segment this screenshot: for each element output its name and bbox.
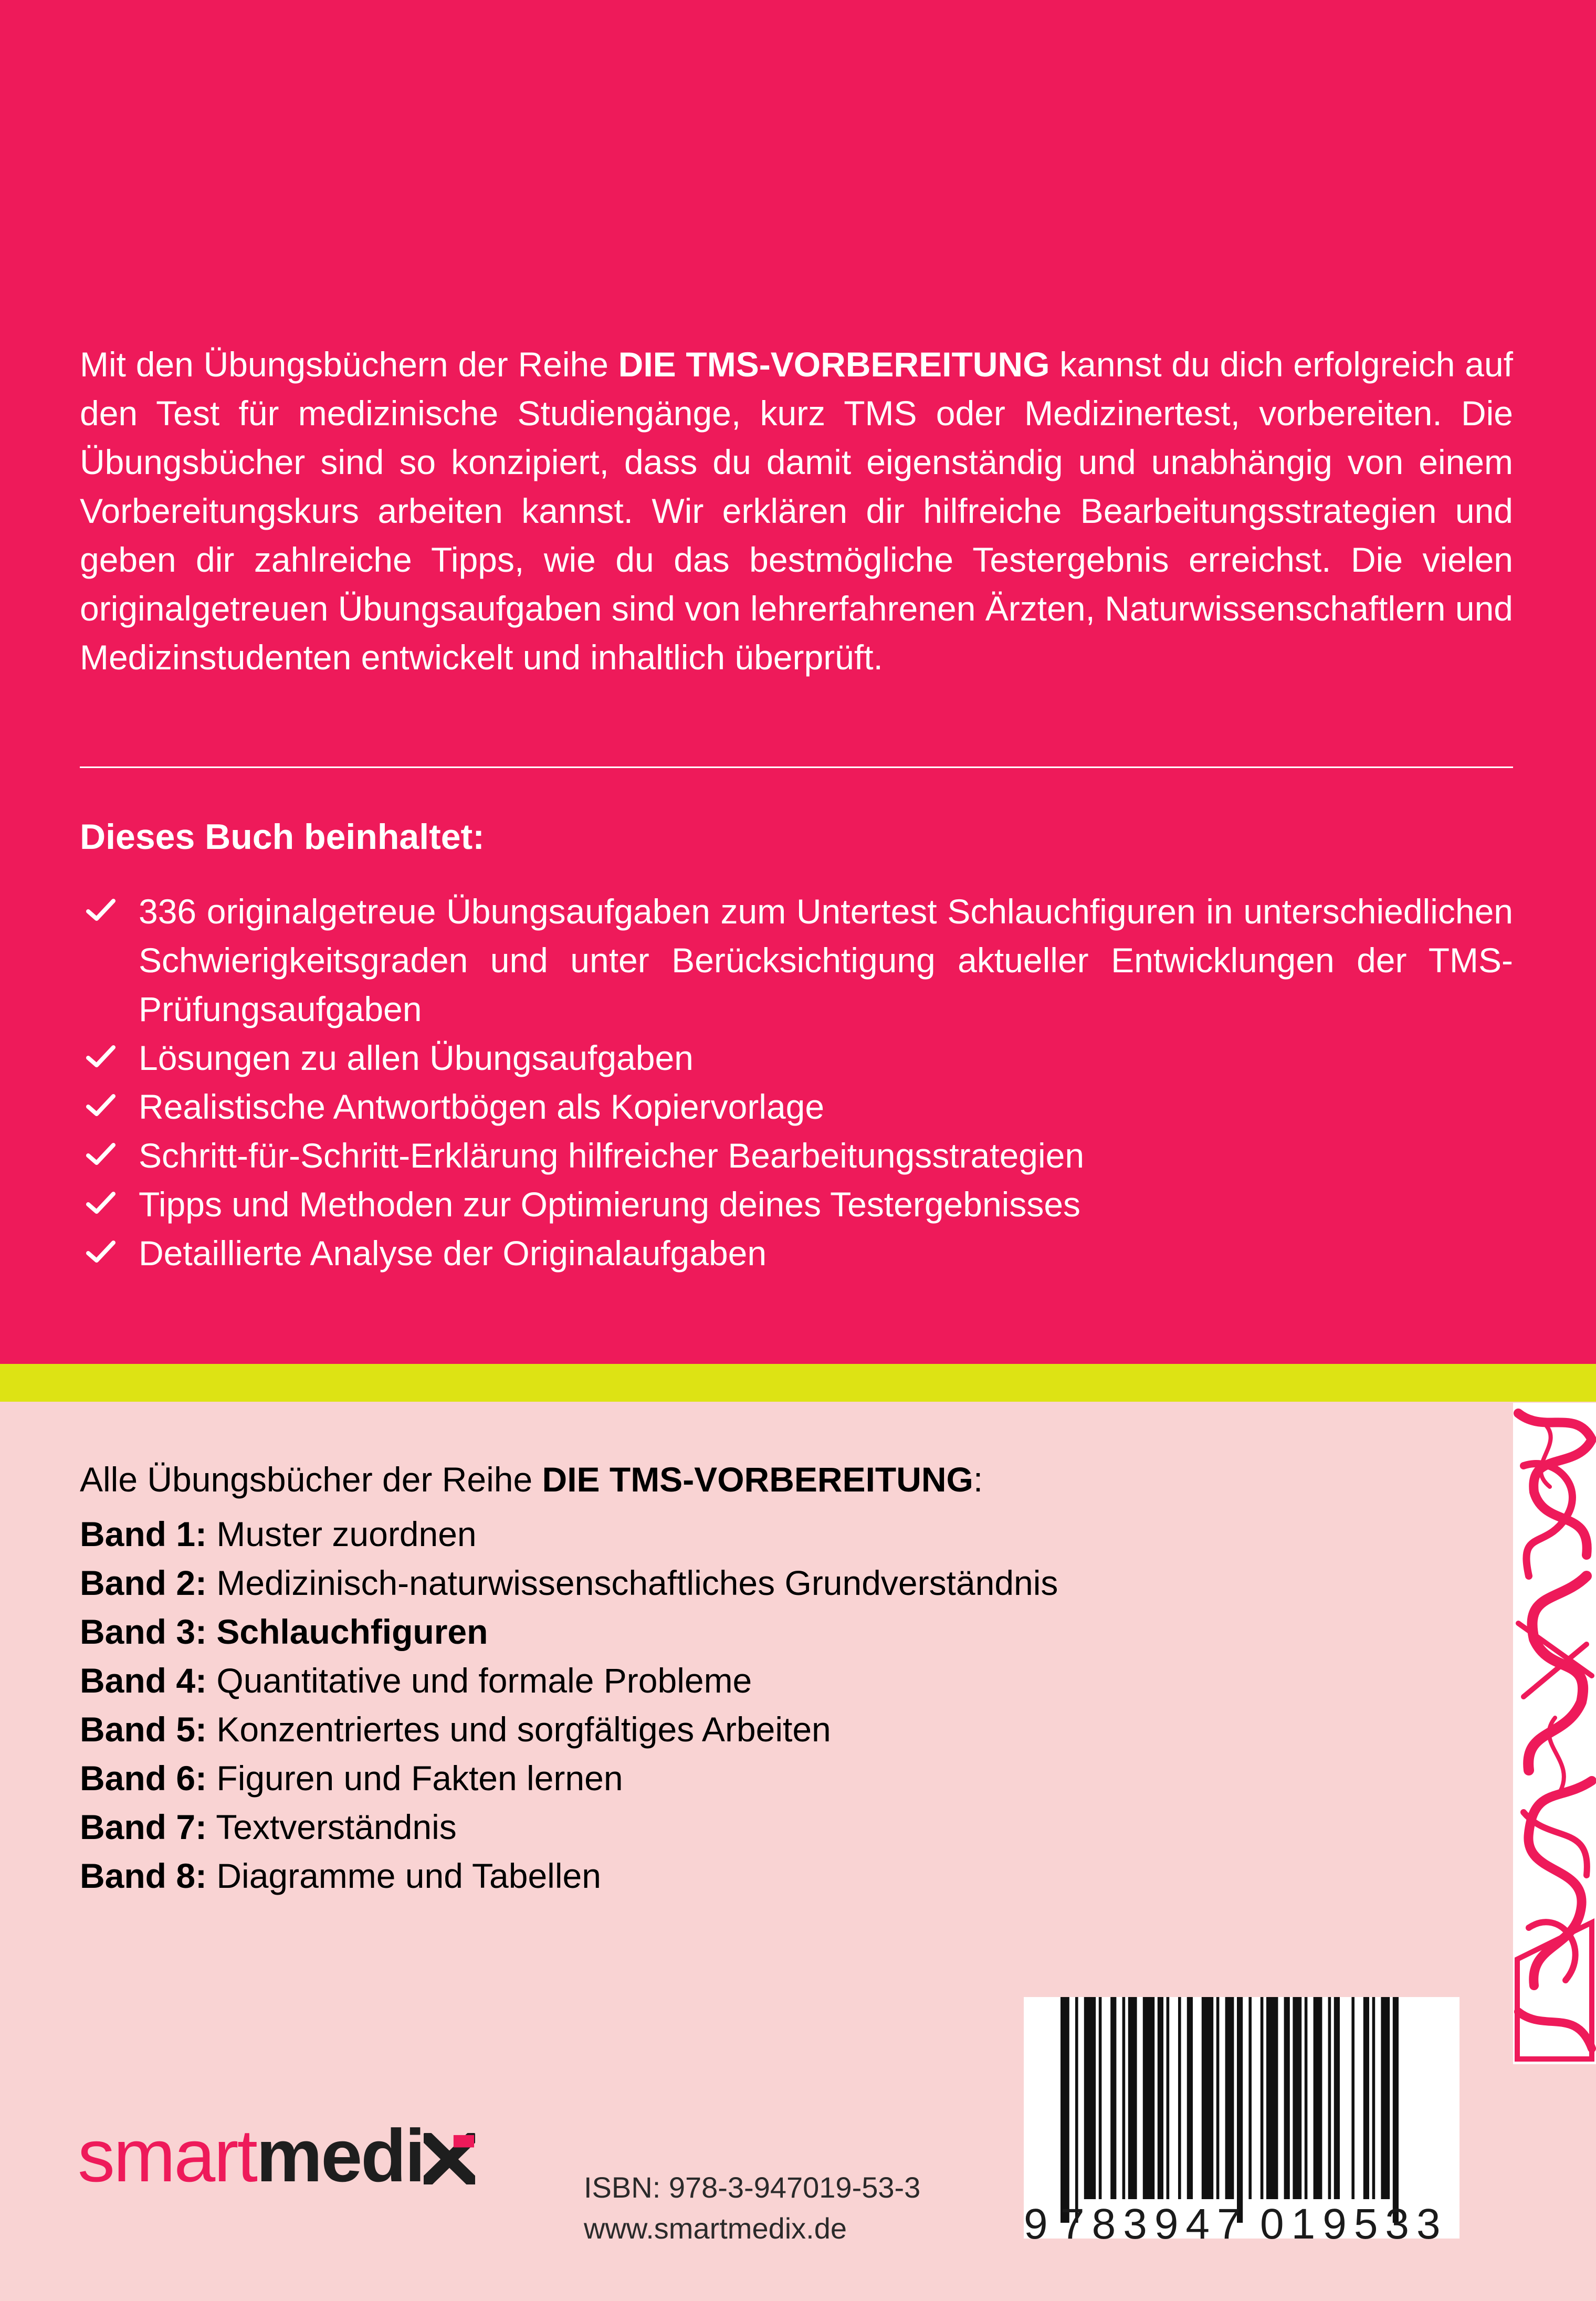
list-item: Tipps und Methoden zur Optimierung deines Testergebnisses [80, 1180, 1513, 1229]
list-item: Lösungen zu allen Übungsaufgaben [80, 1034, 1513, 1083]
band-list [80, 1510, 1058, 1900]
isbn: ISBN: 978-3-947019-53-3 [584, 2171, 921, 2204]
check-icon [86, 1239, 116, 1265]
barcode-bar [1110, 1997, 1116, 2199]
band-item: Band 1: Muster zuordnen [80, 1515, 477, 1553]
band-item: Band 5: Konzentriertes und sorgfältiges Arbeiten [80, 1710, 831, 1749]
barcode-bar [1266, 1997, 1278, 2199]
band-item: Band 8: Diagramme und Tabellen [80, 1856, 601, 1895]
barcode-bar [1225, 1997, 1234, 2199]
band-item-current: Band 3: Schlauchfiguren [80, 1612, 488, 1651]
barcode-bar [1099, 1997, 1102, 2199]
barcode-bar [1122, 1997, 1126, 2199]
tube-figure-illustration [1513, 1403, 1596, 2064]
list-item: Realistische Antwortbögen als Kopiervorlage [80, 1083, 1513, 1131]
publication-info [584, 2167, 920, 2249]
check-icon [86, 1093, 116, 1118]
contents-heading: Dieses Buch beinhaltet: [80, 817, 485, 857]
band-item: Band 6: Figuren und Fakten lernen [80, 1759, 623, 1798]
barcode-bar [1351, 1997, 1354, 2199]
intro-paragraph: Mit den Übungsbüchern der Reihe DIE TMS-VORBEREITUNG kannst du dich erfolgreich auf den Test für medizinische Studiengänge, kurz TMS oder Medizinertest, vorbereiten. Die Übungsbücher sind so konzipiert, dass du damit eigenständig und unabhängig von einem Vorbereitungskurs arbeiten kannst. Wir erklären dir hilfreiche Bearbeitungsstrategien und geben dir zahlreiche Tipps, wie du das bestmögliche Testergebnis erreichst. Die vielen originalgetreuen Übungsaufgaben sind von lehrerfahrenen Ärzten, Naturwissenschaftlern und Medizinstudenten entwickelt und inhaltlich überprüft. [80, 345, 1514, 677]
feature-list [80, 887, 1513, 1278]
series-name: DIE TMS-VORBEREITUNG [618, 345, 1050, 384]
barcode-bar [1284, 1997, 1290, 2199]
barcode-bar [1363, 1997, 1369, 2199]
band-item: Band 2: Medizinisch-naturwissenschaftliches Grundverständnis [80, 1563, 1058, 1602]
barcode-bar [1328, 1997, 1331, 2199]
band-item: Band 7: Textverständnis [80, 1808, 457, 1846]
list-item: 336 originalgetreue Übungsaufgaben zum Untertest Schlauchfiguren in unterschiedlichen Schwierigkeitsgraden und unter Berücksichtigung aktueller Entwicklungen der TMS-Prüfungsaufgaben [80, 887, 1513, 1034]
list-item: Detaillierte Analyse der Originalaufgaben [80, 1229, 1513, 1278]
barcode-bar [1167, 1997, 1170, 2199]
barcode-bar [1084, 1997, 1096, 2199]
check-icon [86, 898, 116, 923]
barcode-bar [1334, 1997, 1340, 2199]
barcode-bar [1187, 1997, 1193, 2199]
barcode-bar [1060, 1997, 1069, 2223]
barcode-bar [1305, 1997, 1308, 2199]
barcode-digits [1024, 2200, 1460, 2248]
check-icon [86, 1044, 116, 1069]
barcode-digit-lead: 9 [1024, 2200, 1048, 2248]
barcode-bar [1393, 1997, 1399, 2223]
barcode-digits-left: 783947 [1060, 2200, 1248, 2248]
barcode-bar [1381, 1997, 1390, 2199]
barcode-bar [1237, 1997, 1243, 2223]
barcode-bar [1143, 1997, 1154, 2199]
barcode-bar [1158, 1997, 1163, 2199]
barcode-bar [1293, 1997, 1301, 2199]
publisher-logo: smartmedi [78, 2119, 475, 2193]
list-item: Schritt-für-Schritt-Erklärung hilfreicher Bearbeitungsstrategien [80, 1131, 1513, 1180]
barcode-bar [1202, 1997, 1213, 2199]
barcode-bar [1314, 1997, 1322, 2199]
check-icon [86, 1191, 116, 1216]
barcode-bar [1128, 1997, 1137, 2199]
check-icon [86, 1142, 116, 1167]
website-link: www.smartmedix.de [584, 2212, 847, 2245]
x-mark-icon [424, 2133, 475, 2184]
barcode-bar [1075, 1997, 1078, 2223]
band-item: Band 4: Quantitative und formale Probleme [80, 1661, 752, 1700]
barcode-bar [1178, 1997, 1181, 2199]
barcode-bar [1216, 1997, 1220, 2199]
barcode-digits-right: 019533 [1260, 2200, 1448, 2248]
accent-stripe [0, 1364, 1596, 1402]
series-intro: Alle Übungsbücher der Reihe DIE TMS-VORBEREITUNG: [80, 1460, 983, 1499]
barcode-bar [1372, 1997, 1376, 2199]
barcode-bar [1248, 1997, 1252, 2199]
barcode-bar [1261, 1997, 1264, 2199]
divider [80, 766, 1513, 768]
